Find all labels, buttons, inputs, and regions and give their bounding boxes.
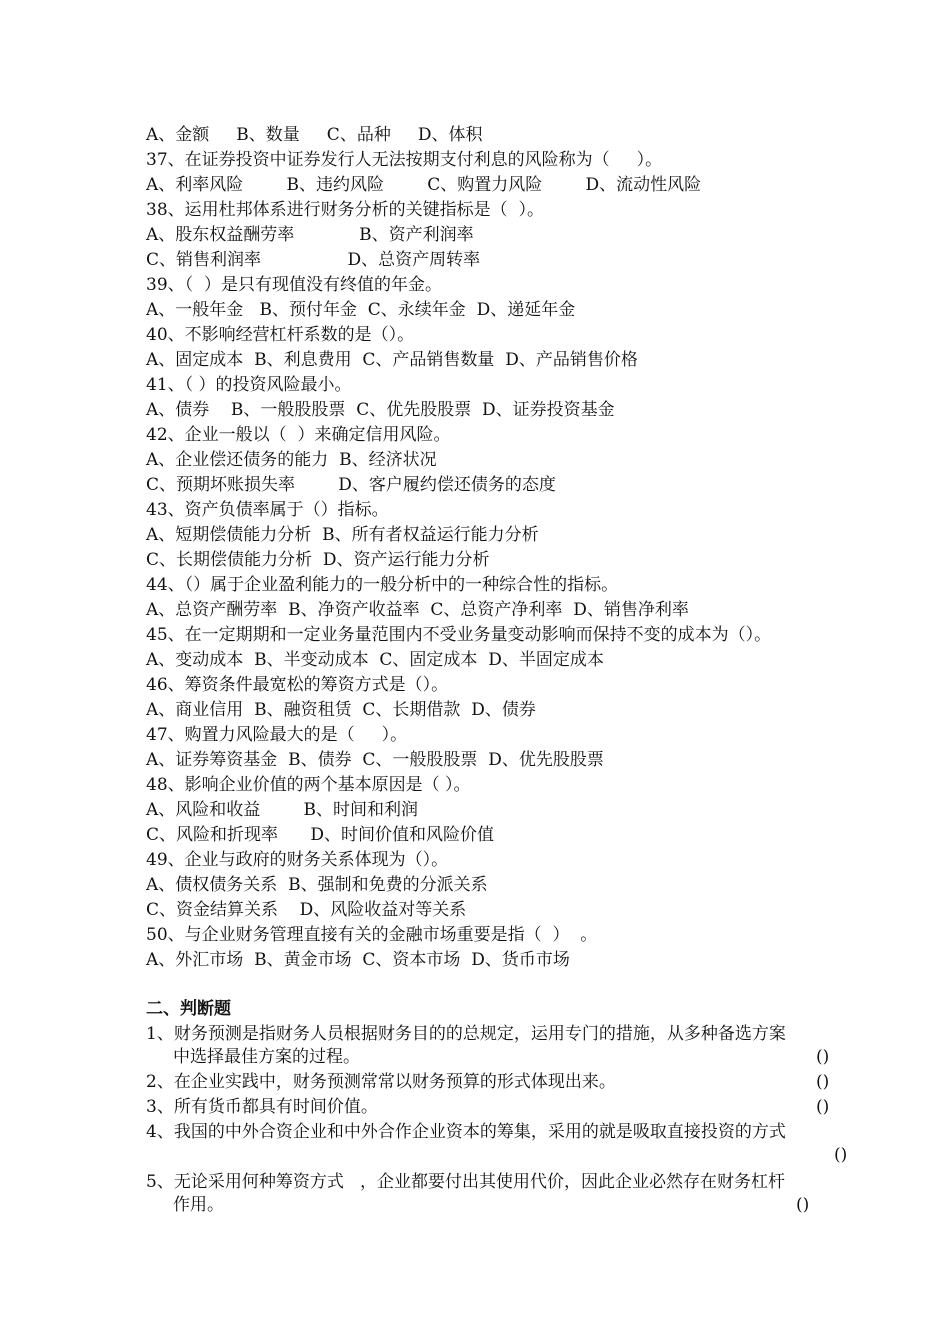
question-40: 40、不影响经营杠杆系数的是（）。 <box>146 325 415 345</box>
answer-paren-3: () <box>816 1097 830 1117</box>
answer-paren-1: () <box>816 1047 830 1067</box>
options-46: A、商业信用 B、融资租赁 C、长期借款 D、债券 <box>146 700 536 720</box>
tf-item-3: 3、所有货币都具有时间价值。 <box>146 1097 378 1117</box>
question-42: 42、企业一般以（ ）来确定信用风险。 <box>146 425 451 445</box>
options-38-ab: A、股东权益酬劳率 B、资产利润率 <box>146 225 474 245</box>
options-44: A、总资产酬劳率 B、净资产收益率 C、总资产净利率 D、销售净利率 <box>146 600 689 620</box>
tf-item-1: 1、财务预测是指财务人员根据财务目的的总规定，运用专门的措施，从多种备选方案 <box>146 1024 786 1044</box>
options-36: A、金额 B、数量 C、品种 D、体积 <box>146 125 483 145</box>
question-44: 44、（）属于企业盈利能力的一般分析中的一种综合性的指标。 <box>146 575 619 595</box>
question-37: 37、在证券投资中证券发行人无法按期支付利息的风险称为（ ）。 <box>146 150 663 170</box>
options-49-ab: A、债权债务关系 B、强制和免费的分派关系 <box>146 875 488 895</box>
options-49-cd: C、资金结算关系 D、风险收益对等关系 <box>146 900 467 920</box>
answer-paren-4: () <box>834 1145 848 1165</box>
answer-paren-5: () <box>796 1195 810 1215</box>
options-40: A、固定成本 B、利息费用 C、产品销售数量 D、产品销售价格 <box>146 350 638 370</box>
options-41: A、债券 B、一般股股票 C、优先股股票 D、证券投资基金 <box>146 400 615 420</box>
options-43-ab: A、短期偿债能力分析 B、所有者权益运行能力分析 <box>146 525 539 545</box>
answer-paren-2: () <box>816 1072 830 1092</box>
options-39: A、一般年金 B、预付年金 C、永续年金 D、递延年金 <box>146 300 576 320</box>
question-49: 49、企业与政府的财务关系体现为（）。 <box>146 850 449 870</box>
question-50: 50、与企业财务管理直接有关的金融市场重要是指（ ） 。 <box>146 925 598 945</box>
tf-item-5: 5、无论采用何种筹资方式 ，企业都要付出其使用代价，因此企业必然存在财务杠杆 <box>146 1172 786 1192</box>
question-41: 41、（ ）的投资风险最小。 <box>146 375 352 395</box>
options-50: A、外汇市场 B、黄金市场 C、资本市场 D、货币市场 <box>146 950 570 970</box>
options-37: A、利率风险 B、违约风险 C、购置力风险 D、流动性风险 <box>146 175 702 195</box>
tf-item-5-cont: 作用。 <box>173 1195 224 1215</box>
question-47: 47、购置力风险最大的是（ ）。 <box>146 725 408 745</box>
tf-item-4: 4、我国的中外合资企业和中外合作企业资本的筹集，采用的就是吸取直接投资的方式 <box>146 1122 786 1142</box>
question-46: 46、筹资条件最宽松的筹资方式是（）。 <box>146 675 449 695</box>
options-48-ab: A、风险和收益 B、时间和利润 <box>146 800 418 820</box>
tf-item-2: 2、在企业实践中，财务预测常常以财务预算的形式体现出来。 <box>146 1072 616 1092</box>
options-42-ab: A、企业偿还债务的能力 B、经济状况 <box>146 450 437 470</box>
options-47: A、证券筹资基金 B、债券 C、一般股股票 D、优先股股票 <box>146 750 604 770</box>
tf-item-1-cont: 中选择最佳方案的过程。 <box>173 1047 360 1067</box>
question-45: 45、在一定期期和一定业务量范围内不受业务量变动影响而保持不变的成本为（）。 <box>146 625 772 645</box>
question-39: 39、（ ）是只有现值没有终值的年金。 <box>146 275 442 295</box>
options-38-cd: C、销售利润率 D、总资产周转率 <box>146 250 481 270</box>
section-heading-true-false: 二、判断题 <box>146 999 231 1019</box>
options-48-cd: C、风险和折现率 D、时间价值和风险价值 <box>146 825 495 845</box>
question-43: 43、资产负债率属于（）指标。 <box>146 500 389 520</box>
options-42-cd: C、预期坏账损失率 D、客户履约偿还债务的态度 <box>146 475 556 495</box>
question-48: 48、影响企业价值的两个基本原因是（ ）。 <box>146 775 471 795</box>
options-43-cd: C、长期偿债能力分析 D、资产运行能力分析 <box>146 550 490 570</box>
question-38: 38、运用杜邦体系进行财务分析的关键指标是（ ）。 <box>146 200 544 220</box>
options-45: A、变动成本 B、半变动成本 C、固定成本 D、半固定成本 <box>146 650 604 670</box>
